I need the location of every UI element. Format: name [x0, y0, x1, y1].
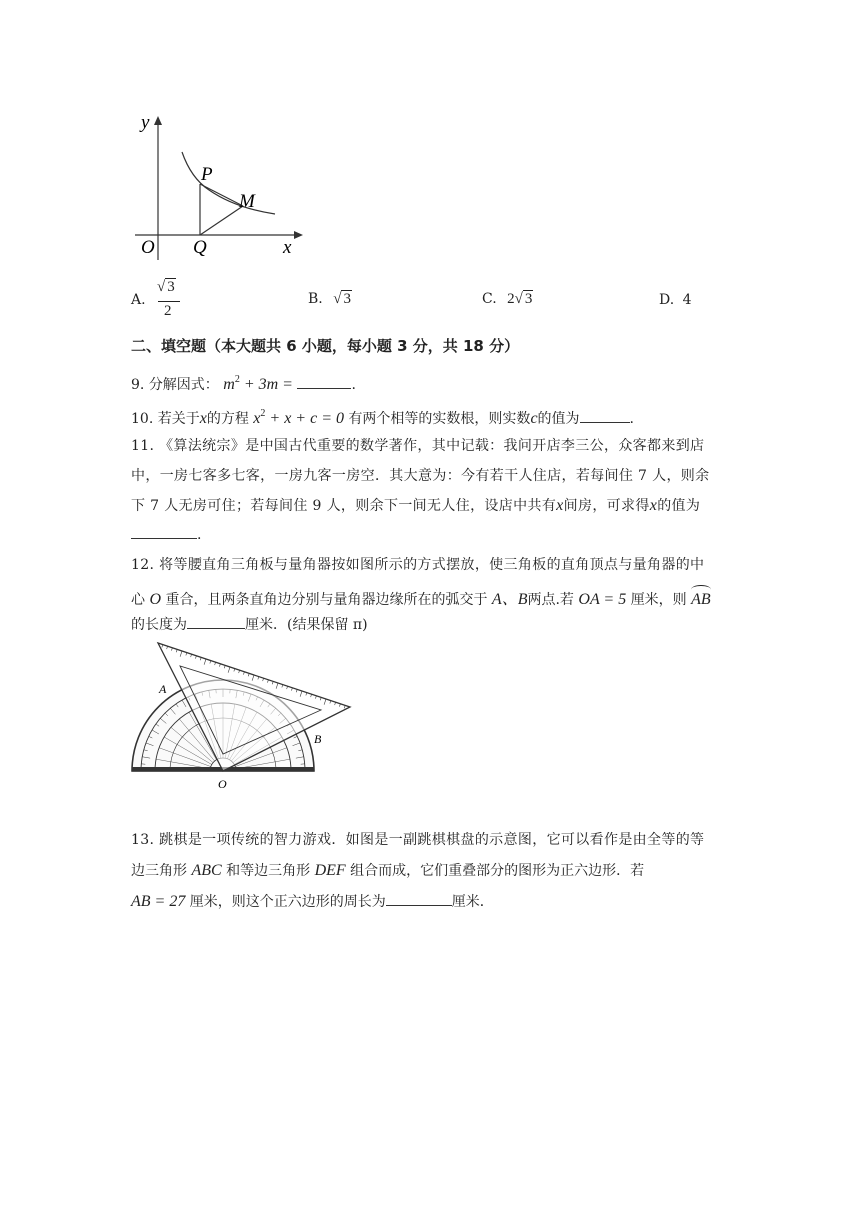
label-m: M: [239, 191, 255, 212]
option-d-value: 4: [682, 292, 692, 308]
option-b[interactable]: [308, 291, 352, 308]
option-b-radicand: 3: [343, 291, 351, 307]
q11-text-b: 间房，可求得: [563, 498, 650, 514]
option-a-radicand: 3: [167, 279, 175, 295]
q11-text-c: 的值为: [657, 498, 701, 514]
question-13-line-2: [131, 861, 644, 881]
q11-var-x2: x: [649, 497, 658, 514]
q10-text-2: 的方程: [206, 411, 249, 427]
q12-text-c: 两点.若: [527, 592, 574, 608]
option-a[interactable]: [131, 281, 191, 325]
option-a-denominator: 2: [164, 303, 172, 319]
label-p: P: [201, 164, 213, 185]
protractor-figure: [125, 640, 360, 795]
q12-text-d: 厘米，则: [630, 592, 687, 608]
sqrt-symbol: √: [333, 291, 342, 307]
section-heading: 二、填空题（本大题共 6 小题，每小题 3 分，共 18 分）: [131, 337, 520, 355]
q9-text: 分解因式：: [148, 377, 219, 393]
q12-arc-ab: AB: [691, 586, 711, 610]
q10-answer-blank[interactable]: [580, 408, 630, 423]
question-11-line-2: 中，一房七客多七客，一房九客一房空．其大意为：今有若干人住店，若每间住 7 人，则余: [131, 468, 710, 484]
q12-points-ab: A、B: [491, 591, 528, 608]
question-11-line-3: [131, 496, 700, 516]
hyperbola-figure: [125, 110, 315, 270]
q10-text-1: 若关于: [157, 411, 200, 427]
q10-period: .: [629, 411, 634, 427]
q12-text-b: 重合，且两条直角边分别与量角器边缘所在的弧交于: [165, 592, 488, 608]
q13-triangle-abc: ABC: [191, 862, 222, 879]
option-c-label: C.: [482, 291, 497, 307]
option-c-coef: 2: [507, 291, 515, 307]
question-12-line-2: [131, 586, 711, 610]
question-9: [131, 370, 356, 395]
label-a: A: [159, 682, 167, 696]
sqrt-symbol: √: [157, 279, 166, 295]
question-13-line-3: [131, 891, 494, 912]
q12-text-a: 心: [131, 592, 145, 608]
q10-var-c: c: [530, 410, 538, 427]
q10-equation: $x^2 + x + c = 0$: [253, 408, 344, 427]
q9-number: 9.: [131, 377, 145, 393]
option-b-label: B.: [308, 291, 323, 307]
q13-triangle-def: DEF: [314, 862, 346, 879]
q9-answer-blank[interactable]: [297, 374, 351, 389]
q9-period: .: [351, 377, 356, 393]
q13-ab-eq: AB = 27: [131, 893, 186, 910]
q13-answer-blank[interactable]: [386, 891, 452, 906]
q9-expression: $m^2 + 3m$ =: [223, 374, 293, 393]
label-x: x: [283, 237, 292, 258]
q13-text-e: 厘米．: [451, 894, 494, 910]
label-y: y: [141, 112, 150, 133]
label-q: Q: [193, 237, 207, 258]
option-d-label: D.: [659, 292, 675, 308]
q13-text-c: 组合而成，它们重叠部分的图形为正六边形．若: [350, 863, 645, 879]
q12-var-o: O: [149, 591, 162, 608]
question-13-line-1: 13. 跳棋是一项传统的智力游戏．如图是一副跳棋棋盘的示意图，它可以看作是由全等的等: [131, 832, 705, 848]
label-origin: O: [141, 237, 155, 258]
q10-text-3: 有两个相等的实数根，则实数: [348, 411, 531, 427]
q12-text-e: 的长度为: [131, 617, 187, 633]
option-a-label: A.: [131, 292, 146, 308]
q11-text-a: 下 7 人无房可住；若每间住 9 人，则余下一间无人住，设店中共有: [131, 498, 557, 514]
q11-answer-blank[interactable]: [131, 524, 197, 539]
q12-oa-eq: OA = 5: [578, 591, 627, 608]
q12-text-f: 厘米．(结果保留 π): [245, 617, 368, 633]
label-b: B: [314, 732, 322, 746]
question-11-line-1: 11. 《算法统宗》是中国古代重要的数学著作，其中记载：我问开店李三公，众客都来到店: [131, 438, 705, 454]
q11-var-x: x: [556, 497, 564, 514]
q13-text-b: 和等边三角形: [226, 863, 311, 879]
question-11-line-4: [131, 524, 201, 545]
q11-period: .: [197, 527, 202, 543]
q12-answer-blank[interactable]: [187, 614, 245, 629]
q10-number: 10.: [131, 411, 154, 427]
question-12-line-3: [131, 614, 368, 635]
q13-text-d: 厘米，则这个正六边形的周长为: [189, 894, 386, 910]
option-c-radicand: 3: [524, 291, 533, 307]
question-10: [131, 404, 634, 429]
option-c[interactable]: [482, 291, 533, 308]
q13-text-a: 边三角形: [131, 863, 187, 879]
sqrt-symbol: √: [514, 291, 523, 307]
question-12-line-1: 12. 将等腰直角三角板与量角器按如图所示的方式摆放，使三角板的直角顶点与量角器的中: [131, 557, 705, 573]
q10-var-x: x: [199, 410, 207, 427]
label-o: O: [218, 777, 227, 791]
option-d[interactable]: [659, 292, 692, 308]
q10-text-4: 的值为: [537, 411, 580, 427]
